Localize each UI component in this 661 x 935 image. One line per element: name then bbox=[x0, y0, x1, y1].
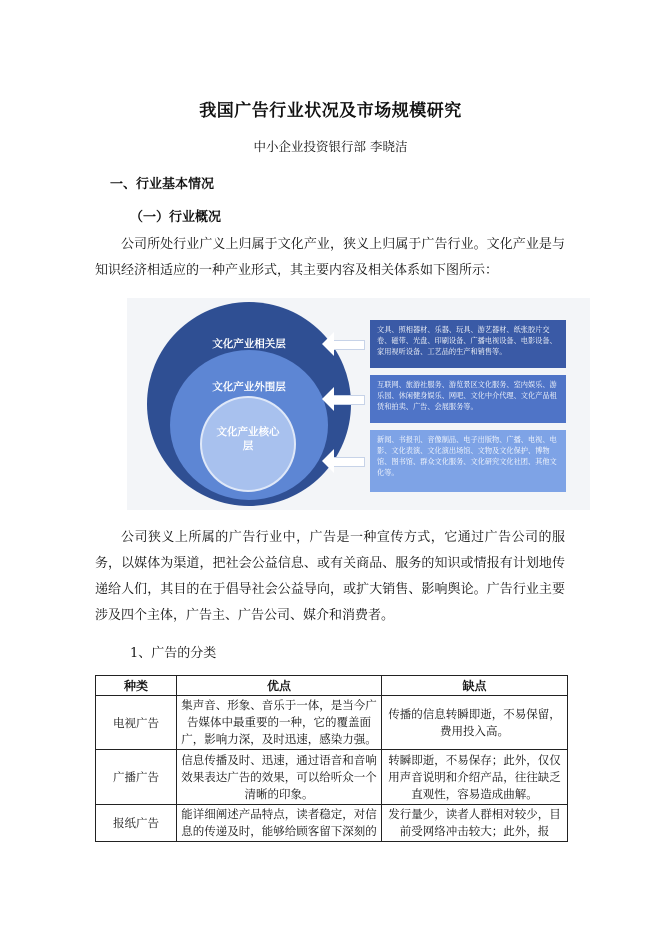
cell-cons: 转瞬即逝，不易保存；此外，仅仅用声音说明和介绍产品，往往缺乏直观性，容易造成曲解。 bbox=[382, 750, 568, 805]
subsubsection-heading: 1、广告的分类 bbox=[130, 646, 217, 661]
cell-type: 广播广告 bbox=[96, 750, 177, 805]
table-header-row bbox=[96, 676, 568, 696]
cell-type: 报纸广告 bbox=[96, 805, 177, 842]
table-row bbox=[96, 696, 568, 750]
paragraph-advertising: 公司狭义上所属的广告行业中，广告是一种宣传方式，它通过广告公司的服务，以媒体为渠道，把社会公益信息、或有关商品、服务的知识或情报有计划地传递给人们，其目的在于倡导社会公益导向，或扩大销售、影响舆论。广告行业主要涉及四个主体，广告主、广告公司、媒介和消费者。 bbox=[95, 530, 565, 623]
subsection-heading: （一）行业概况 bbox=[130, 210, 222, 225]
table-row bbox=[96, 805, 568, 842]
related-layer-box: 文具、照相器材、乐器、玩具、游艺器材、纸张胶片交卷、磁带、光盘、印刷设备、广播电视设备、电影设备、家用视听设备、工艺品的生产和销售等。 bbox=[370, 320, 566, 368]
cell-pros: 集声音、形象、音乐于一体，是当今广告媒体中最重要的一种，它的覆盖面广，影响力深，及时迅速，感染力强。 bbox=[177, 696, 382, 750]
header-cons: 缺点 bbox=[382, 676, 568, 696]
ad-type-table bbox=[95, 675, 568, 842]
arrow-left-icon bbox=[322, 336, 362, 352]
middle-ring-label: 文化产业外围层 bbox=[212, 381, 286, 393]
arrow-left-icon bbox=[322, 453, 362, 469]
document-title: 我国广告行业状况及市场规模研究 bbox=[199, 101, 462, 121]
header-pros: 优点 bbox=[177, 676, 382, 696]
cell-cons: 发行量少，读者人群相对较少，目前受网络冲击较大；此外，报 bbox=[382, 805, 568, 842]
culture-industry-diagram bbox=[127, 298, 590, 510]
author-line: 中小企业投资银行部 李晓洁 bbox=[253, 139, 408, 154]
table-row bbox=[96, 750, 568, 805]
outer-ring-label: 文化产业相关层 bbox=[212, 338, 286, 350]
core-layer-box: 新闻、书报刊、音像制品、电子出版物、广播、电视、电影、文化表演、文化演出场馆、文物及文化保护、博物馆、图书馆、群众文化服务、文化研究文化社团、其他文化等。 bbox=[370, 430, 566, 492]
peripheral-layer-box: 互联网、旅游社服务、游览景区文化服务、室内娱乐、游乐园、休闲健身娱乐、网吧、文化中介代理、文化产品租赁和拍卖、广告、会展服务等。 bbox=[370, 375, 566, 423]
cell-type: 电视广告 bbox=[96, 696, 177, 750]
paragraph-industry-overview: 公司所处行业广义上归属于文化产业，狭义上归属于广告行业。文化产业是与知识经济相适应的一种产业形式，其主要内容及相关体系如下图所示： bbox=[95, 237, 565, 278]
header-type: 种类 bbox=[96, 676, 177, 696]
cell-pros: 信息传播及时、迅速，通过语音和音响效果表达广告的效果，可以给听众一个清晰的印象。 bbox=[177, 750, 382, 805]
section-heading: 一、行业基本情况 bbox=[110, 177, 215, 192]
cell-pros: 能详细阐述产品特点，读者稳定，对信息的传递及时，能够给顾客留下深刻的 bbox=[177, 805, 382, 842]
cell-cons: 传播的信息转瞬即逝，不易保留，费用投入高。 bbox=[382, 696, 568, 750]
arrow-left-icon bbox=[322, 391, 362, 407]
inner-ring-label: 文化产业核心层 bbox=[216, 426, 280, 452]
